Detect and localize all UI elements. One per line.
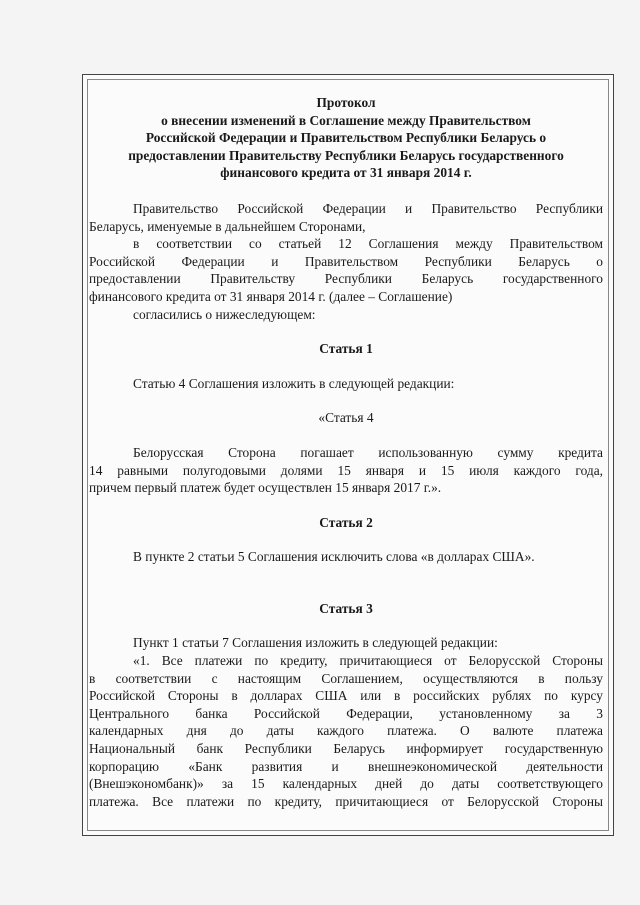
article-2-text: В пункте 2 статьи 5 Соглашения исключить слова «в долларах США».	[133, 549, 535, 565]
article-3-heading: Статья 3	[319, 600, 373, 616]
preamble-reference	[89, 235, 603, 305]
preamble-parties	[89, 200, 603, 235]
title-line: финансового кредита от 31 января 2014 г.	[220, 165, 472, 181]
text-line: Национальный банк Республики Беларусь информирует государственную	[89, 741, 603, 757]
text-line: в соответствии с настоящим Соглашением, осуществляются в пользу	[89, 670, 603, 686]
text-line: платежа. Все платежи по кредиту, причитающиеся от Белорусской Стороны	[89, 793, 603, 809]
article-1-quote-text	[89, 444, 603, 497]
article-3-intro: Пункт 1 статьи 7 Соглашения изложить в следующей редакции:	[133, 635, 498, 651]
title-line: Протокол	[316, 95, 376, 110]
text-line: Российской Федерации и Правительством Республики Беларусь о	[89, 253, 603, 269]
text-line: Российской Стороны в долларах США или в российских рублях по курсу	[89, 688, 603, 704]
text-line: корпорацию «Банк развития и внешнеэкономической деятельности	[89, 758, 603, 774]
text-line: «1. Все платежи по кредиту, причитающиеся от Белорусской Стороны	[133, 653, 603, 669]
text-line: в соответствии со статьей 12 Соглашения между Правительством	[133, 236, 603, 252]
text-line: Центрального банка Российской Федерации, установленному за 3	[89, 705, 603, 721]
article-2-heading: Статья 2	[319, 514, 373, 530]
text-line: предоставлении Правительству Республики Беларусь государственного	[89, 271, 603, 287]
text-line: Правительство Российской Федерации и Правительство Республики	[133, 200, 603, 216]
document-title	[89, 94, 603, 182]
text-line: причем первый платеж будет осуществлен 15 января 2017 г.».	[89, 480, 442, 496]
text-line: календарных дня до даты каждого платежа. О валюте платежа	[89, 723, 603, 739]
title-line: Российской Федерации и Правительством Республики Беларусь о	[145, 130, 547, 146]
article-1-intro: Статью 4 Соглашения изложить в следующей редакции:	[133, 375, 455, 391]
preamble-agreed: согласились о нижеследующем:	[133, 306, 316, 322]
text-line: 14 равными полугодовыми долями 15 января и 15 июля каждого года,	[89, 462, 603, 478]
text-line: (Внешэкономбанк)» за 15 календарных дней до даты соответствующего	[89, 776, 603, 792]
article-1-quote-heading: «Статья 4	[318, 410, 374, 426]
article-3-quote-text	[89, 652, 603, 810]
text-line: Беларусь, именуемые в дальнейшем Сторонами,	[89, 218, 366, 234]
document-content	[89, 94, 603, 810]
text-line: финансового кредита от 31 января 2014 г. (далее – Соглашение)	[89, 288, 453, 304]
text-line: Белорусская Сторона погашает использованную сумму кредита	[133, 444, 603, 460]
document-page	[82, 74, 614, 836]
article-1-heading: Статья 1	[319, 341, 373, 357]
title-line: о внесении изменений в Соглашение между Правительством	[161, 112, 531, 128]
page-inner-frame	[87, 79, 609, 831]
title-line: предоставлении Правительству Республики Беларусь государственного	[128, 147, 564, 163]
